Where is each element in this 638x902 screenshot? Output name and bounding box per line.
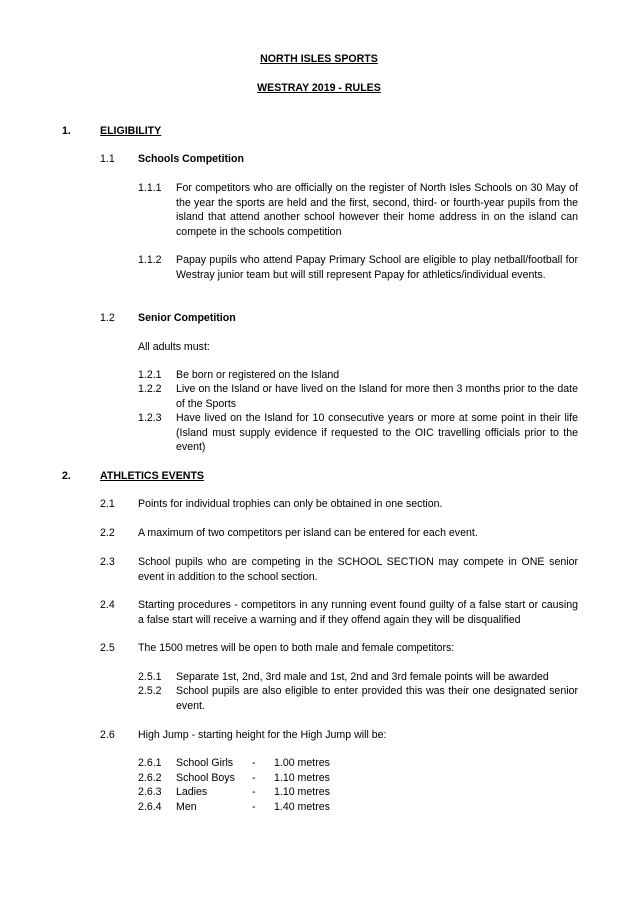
clause-1-2-3-number: 1.2.3: [138, 412, 162, 424]
high-jump-row-label: School Boys: [176, 772, 235, 784]
clause-1-2-title: Senior Competition: [138, 312, 236, 324]
clause-1-1-number: 1.1: [100, 153, 115, 165]
clause-2-5-text: The 1500 metres will be open to both male and female competitors:: [138, 642, 455, 654]
clause-2-2-text: A maximum of two competitors per island can be entered for each event.: [138, 527, 478, 539]
high-jump-row-number: 2.6.1: [138, 757, 162, 769]
high-jump-row-label: School Girls: [176, 757, 234, 769]
clause-2-5-2-number: 2.5.2: [138, 685, 162, 697]
clause-2-6-number: 2.6: [100, 729, 115, 741]
clause-1-2-1-number: 1.2.1: [138, 369, 162, 381]
section-1-title: ELIGIBILITY: [100, 125, 162, 137]
high-jump-row-value: 1.00 metres: [274, 757, 330, 769]
clause-1-1-2-text: Papay pupils who attend Papay Primary School are eligible to play netball/football for Westray junior team but will still represent Papay for athletics/individual events.: [176, 254, 578, 281]
high-jump-row-value: 1.40 metres: [274, 801, 330, 813]
clause-2-2-number: 2.2: [100, 527, 115, 539]
high-jump-row-dash: -: [252, 786, 256, 798]
clause-2-4-number: 2.4: [100, 599, 115, 611]
high-jump-row-number: 2.6.3: [138, 786, 162, 798]
clause-1-1-1-text: For competitors who are officially on the register of North Isles Schools on 30 May of the year the sports are held and the first, second, third- or fourth-year pupils from the island that attend another school however their home address in on the island can compete in the schools competition: [176, 182, 578, 238]
document-title: NORTH ISLES SPORTS: [260, 53, 378, 65]
clause-1-2-2-number: 1.2.2: [138, 383, 162, 395]
high-jump-row-number: 2.6.2: [138, 772, 162, 784]
clause-2-5-1-text: Separate 1st, 2nd, 3rd male and 1st, 2nd and 3rd female points will be awarded: [176, 671, 549, 683]
high-jump-row-value: 1.10 metres: [274, 772, 330, 784]
high-jump-row-dash: -: [252, 757, 256, 769]
document-subtitle: WESTRAY 2019 - RULES: [257, 82, 381, 94]
high-jump-row-dash: -: [252, 801, 256, 813]
clause-2-5-2-text: School pupils are also eligible to enter provided this was their one designated senior event.: [176, 685, 578, 712]
section-2-title: ATHLETICS EVENTS: [100, 470, 204, 482]
clause-1-2-number: 1.2: [100, 312, 115, 324]
clause-1-2-2-text: Live on the Island or have lived on the Island for more then 3 months prior to the date of the Sports: [176, 383, 578, 410]
clause-2-5-number: 2.5: [100, 642, 115, 654]
clause-2-3-number: 2.3: [100, 556, 115, 568]
high-jump-row-value: 1.10 metres: [274, 786, 330, 798]
high-jump-row-label: Ladies: [176, 786, 208, 798]
section-2-number: 2.: [62, 470, 71, 482]
clause-2-5-1-number: 2.5.1: [138, 671, 162, 683]
high-jump-row-label: Men: [176, 801, 197, 813]
clause-2-1-number: 2.1: [100, 498, 115, 510]
clause-1-1-title: Schools Competition: [138, 153, 244, 165]
clause-1-1-1-number: 1.1.1: [138, 182, 162, 194]
clause-2-1-text: Points for individual trophies can only be obtained in one section.: [138, 498, 443, 510]
clause-2-4-text: Starting procedures - competitors in any running event found guilty of a false start or causing a false start will receive a warning and if they offend again they will be disqualified: [138, 599, 578, 626]
high-jump-row-dash: -: [252, 772, 256, 784]
section-1-number: 1.: [62, 125, 71, 137]
clause-1-1-2-number: 1.1.2: [138, 254, 162, 266]
clause-2-3-text: School pupils who are competing in the SCHOOL SECTION may compete in ONE senior event in addition to the school section.: [138, 556, 578, 583]
high-jump-row-number: 2.6.4: [138, 801, 162, 813]
clause-1-2-intro: All adults must:: [138, 341, 210, 353]
clause-1-2-3-text: Have lived on the Island for 10 consecutive years or more at some point in their life (Island must supply evidence if requested to the OIC travelling officials prior to the event): [176, 412, 578, 453]
clause-1-2-1-text: Be born or registered on the Island: [176, 369, 340, 381]
clause-2-6-text: High Jump - starting height for the High Jump will be:: [138, 729, 387, 741]
